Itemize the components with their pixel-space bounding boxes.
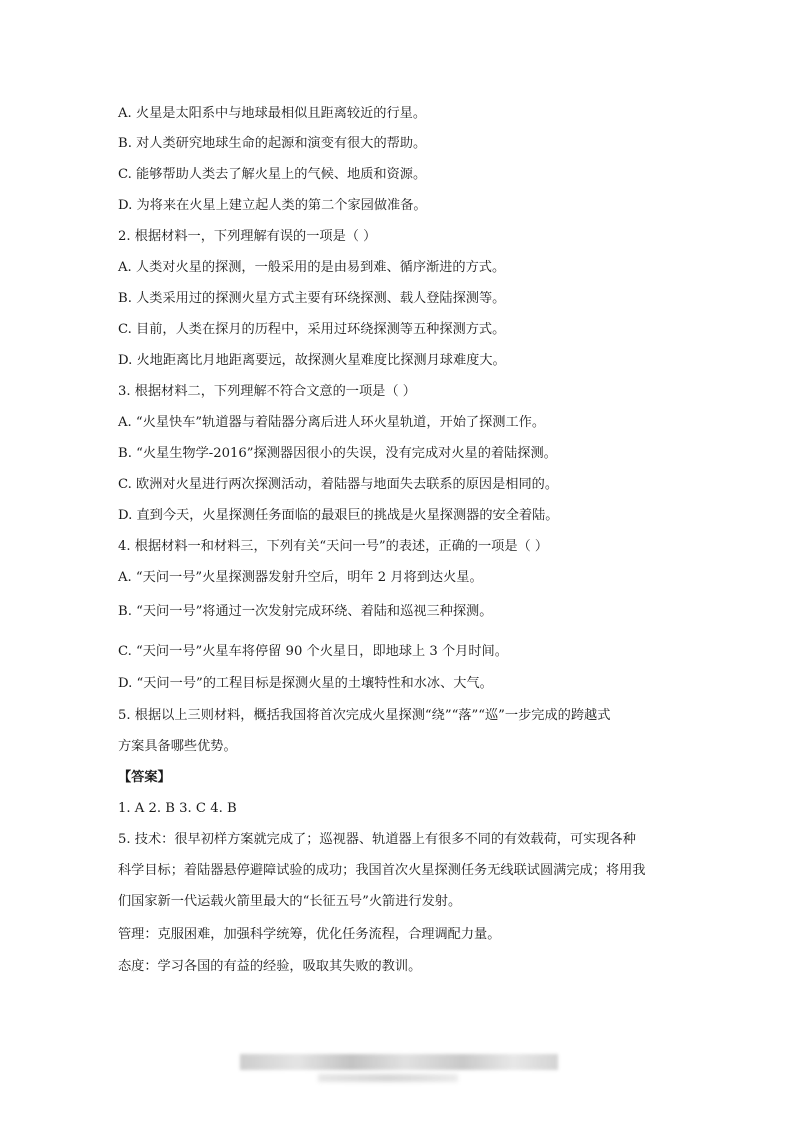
option-c-q3: C. 欧洲对火星进行两次探测活动，着陆器与地面失去联系的原因是相同的。 [118, 477, 559, 492]
option-a-q1: A. 火星是太阳系中与地球最相似且距离较近的行星。 [118, 106, 427, 121]
option-c-q2: C. 目前，人类在探月的历程中，采用过环绕探测等五种探测方式。 [118, 322, 506, 337]
option-b-q1: B. 对人类研究地球生命的起源和演变有很大的帮助。 [118, 136, 427, 151]
answer-5-line-3: 们国家新一代运载火箭里最大的“长征五号”火箭进行发射。 [118, 894, 462, 909]
answer-heading: 【答案】 [118, 770, 171, 785]
option-d-q2: D. 火地距离比月地距离要远，故探测火星难度比探测月球难度大。 [118, 353, 506, 368]
question-4: 4. 根据材料一和材料三，下列有关“天问一号”的表述，正确的一项是（ ） [118, 539, 549, 554]
answer-attitude: 态度：学习各国的有益的经验，吸取其失败的教训。 [118, 959, 422, 974]
option-b-q4: B. “天问一号”将通过一次发射完成环绕、着陆和巡视三种探测。 [118, 604, 493, 619]
option-a-q2: A. 人类对火星的探测，一般采用的是由易到难、循序渐进的方式。 [118, 260, 506, 275]
option-d-q3: D. 直到今天，火星探测任务面临的最艰巨的挑战是火星探测器的安全着陆。 [118, 508, 559, 523]
option-b-q2: B. 人类采用过的探测火星方式主要有环绕探测、载人登陆探测等。 [118, 291, 506, 306]
option-d-q1: D. 为将来在火星上建立起人类的第二个家园做准备。 [118, 198, 427, 213]
option-a-q4: A. “天问一号”火星探测器发射升空后，明年 2 月将到达火星。 [118, 570, 483, 585]
question-3: 3. 根据材料二，下列理解不符合文意的一项是（ ） [118, 384, 416, 399]
option-c-q4: C. “天问一号”火星车将停留 90 个火星日，即地球上 3 个月时间。 [118, 644, 508, 659]
answer-5-line-1: 5. 技术：很早初样方案就完成了；巡视器、轨道器上有很多不同的有效载荷，可实现各种 [118, 832, 636, 847]
question-5-cont: 方案具备哪些优势。 [118, 739, 237, 754]
option-a-q3: A. “火星快车”轨道器与着陆器分离后进人环火星轨道，开始了探测工作。 [118, 415, 546, 430]
answer-5-line-2: 科学目标；着陆器悬停避障试验的成功；我国首次火星探测任务无线联试圆满完成；将用我 [118, 863, 646, 878]
option-b-q3: B. “火星生物学-2016”探测器因很小的失误，没有完成对火星的着陆探测。 [118, 446, 557, 461]
question-5: 5. 根据以上三则材料，概括我国将首次完成火星探测“绕”“落”“巡”一步完成的跨越式 [118, 708, 611, 723]
blurred-footer-sub [318, 1074, 458, 1082]
question-2: 2. 根据材料一，下列理解有误的一项是（ ） [118, 229, 377, 244]
option-c-q1: C. 能够帮助人类去了解火星上的气候、地质和资源。 [118, 167, 427, 182]
option-d-q4: D. “天问一号”的工程目标是探测火星的土壤特性和水冰、大气。 [118, 676, 493, 691]
blurred-footer [240, 1054, 558, 1070]
answer-management: 管理：克服困难，加强科学统筹，优化任务流程，合理调配力量。 [118, 927, 501, 942]
answers-choice: 1. A 2. B 3. C 4. B [118, 801, 237, 816]
